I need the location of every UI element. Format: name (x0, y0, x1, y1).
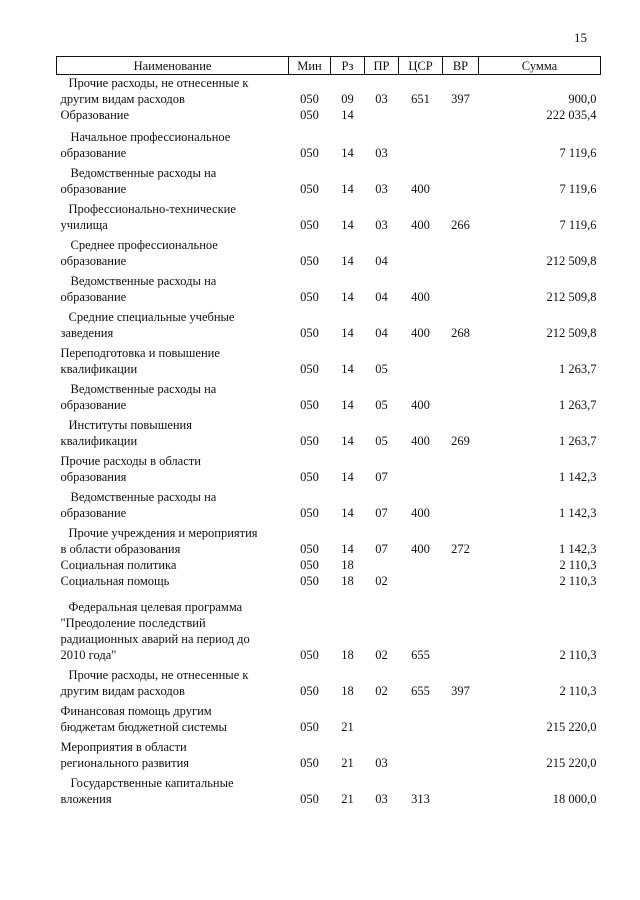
row-pr (365, 107, 399, 123)
row-rz: 18 (341, 648, 354, 662)
header-csr: ЦСР (399, 57, 443, 75)
row-sum: 2 110,3 (559, 648, 597, 662)
row-name-text: Ведомственные расходы на образование (60, 490, 217, 520)
row-csr: 400 (411, 182, 430, 196)
table-row (57, 735, 601, 771)
row-name (57, 589, 289, 663)
row-vr: 272 (451, 542, 470, 556)
table-row (57, 573, 601, 589)
row-name (57, 233, 289, 269)
row-name-text: Федеральная целевая программа "Преодоление последствий радиационных аварий на период до 2010 года" (60, 600, 250, 662)
table-row (57, 107, 601, 123)
row-name (57, 663, 289, 699)
row-min: 050 (300, 146, 319, 160)
row-rz: 18 (341, 684, 354, 698)
row-csr: 313 (411, 792, 430, 806)
row-name (57, 485, 289, 521)
row-min: 050 (300, 254, 319, 268)
row-min: 050 (300, 558, 319, 572)
row-csr (399, 123, 443, 161)
table-row (57, 197, 601, 233)
row-sum: 212 509,8 (546, 290, 597, 304)
row-name-text: Начальное профессиональное образование (60, 130, 231, 160)
table-row (57, 341, 601, 377)
table-row (57, 161, 601, 197)
row-name-text: Образование (60, 108, 130, 122)
row-sum: 2 110,3 (559, 684, 597, 698)
table-body (57, 75, 601, 808)
row-csr (399, 573, 443, 589)
table-row (57, 663, 601, 699)
row-name (57, 771, 289, 807)
row-vr (443, 107, 479, 123)
row-vr (443, 269, 479, 305)
row-min: 050 (300, 290, 319, 304)
row-name-text: Ведомственные расходы на образование (60, 166, 217, 196)
row-name-text: Мероприятия в области регионального развития (60, 740, 190, 770)
row-name (57, 699, 289, 735)
row-name (57, 735, 289, 771)
header-vr: ВР (443, 57, 479, 75)
row-csr: 400 (411, 434, 430, 448)
row-csr (399, 107, 443, 123)
row-name (57, 449, 289, 485)
row-name-text: Социальная помощь (60, 574, 170, 588)
row-csr: 655 (411, 684, 430, 698)
row-name (57, 557, 289, 573)
row-pr: 05 (375, 362, 388, 376)
table-row (57, 589, 601, 663)
row-name (57, 269, 289, 305)
row-name-text: Ведомственные расходы на образование (60, 274, 217, 304)
row-vr (443, 771, 479, 807)
row-csr: 400 (411, 398, 430, 412)
row-min: 050 (300, 648, 319, 662)
row-min: 050 (300, 756, 319, 770)
row-rz: 14 (341, 434, 354, 448)
row-rz: 14 (341, 290, 354, 304)
row-rz: 18 (341, 558, 354, 572)
table-row (57, 233, 601, 269)
row-pr: 03 (375, 792, 388, 806)
row-rz: 14 (341, 470, 354, 484)
row-rz: 21 (341, 792, 354, 806)
row-pr (365, 557, 399, 573)
row-min: 050 (300, 434, 319, 448)
row-vr (443, 377, 479, 413)
table-header-row (57, 57, 601, 75)
row-pr: 05 (375, 398, 388, 412)
row-csr (399, 233, 443, 269)
row-min: 050 (300, 398, 319, 412)
header-rz: Рз (331, 57, 365, 75)
row-sum: 1 263,7 (559, 434, 597, 448)
row-pr: 07 (375, 506, 388, 520)
row-name-text: Прочие расходы, не отнесенные к другим видам расходов (60, 668, 249, 698)
row-sum: 18 000,0 (552, 792, 597, 806)
row-csr: 400 (411, 506, 430, 520)
row-sum: 212 509,8 (546, 326, 597, 340)
row-csr: 655 (411, 648, 430, 662)
row-name-text: Прочие учреждения и мероприятия в области образования (60, 526, 258, 556)
row-vr (443, 699, 479, 735)
row-name (57, 107, 289, 123)
row-pr: 03 (375, 146, 388, 160)
row-name-text: Средние специальные учебные заведения (60, 310, 235, 340)
row-vr (443, 123, 479, 161)
row-rz: 14 (341, 326, 354, 340)
row-pr: 04 (375, 326, 388, 340)
table-row (57, 413, 601, 449)
row-pr: 03 (375, 92, 388, 106)
row-vr (443, 557, 479, 573)
row-name-text: Профессионально-технические училища (60, 202, 236, 232)
row-name-text: Институты повышения квалификации (60, 418, 192, 448)
row-csr: 651 (411, 92, 430, 106)
table-row (57, 699, 601, 735)
row-csr (399, 735, 443, 771)
row-csr (399, 699, 443, 735)
table-row (57, 557, 601, 573)
row-pr: 04 (375, 290, 388, 304)
row-rz: 14 (341, 108, 354, 122)
row-pr: 02 (375, 574, 388, 588)
table-row (57, 269, 601, 305)
row-rz: 14 (341, 542, 354, 556)
row-pr: 07 (375, 542, 388, 556)
row-sum: 1 142,3 (559, 542, 597, 556)
row-rz: 09 (341, 92, 354, 106)
row-vr (443, 485, 479, 521)
row-vr (443, 449, 479, 485)
row-vr (443, 161, 479, 197)
row-sum: 7 119,6 (559, 146, 597, 160)
row-vr: 266 (451, 218, 470, 232)
row-rz: 14 (341, 506, 354, 520)
row-vr: 269 (451, 434, 470, 448)
row-csr: 400 (411, 542, 430, 556)
row-name-text: Социальная политика (60, 558, 177, 572)
row-min: 050 (300, 470, 319, 484)
row-vr: 268 (451, 326, 470, 340)
row-sum: 1 142,3 (559, 506, 597, 520)
row-rz: 14 (341, 254, 354, 268)
row-min: 050 (300, 684, 319, 698)
header-min: Мин (289, 57, 331, 75)
row-name-text: Прочие расходы, не отнесенные к другим видам расходов (60, 76, 249, 106)
row-pr: 05 (375, 434, 388, 448)
row-name-text: Ведомственные расходы на образование (60, 382, 217, 412)
row-name-text: Среднее профессиональное образование (60, 238, 218, 268)
row-rz: 14 (341, 362, 354, 376)
row-name (57, 197, 289, 233)
row-name-text: Финансовая помощь другим бюджетам бюджетной системы (60, 704, 227, 734)
header-name: Наименование (57, 57, 289, 75)
row-sum: 215 220,0 (546, 756, 597, 770)
row-rz: 14 (341, 218, 354, 232)
row-min: 050 (300, 108, 319, 122)
row-csr (399, 557, 443, 573)
row-pr: 04 (375, 254, 388, 268)
row-vr (443, 341, 479, 377)
row-name (57, 341, 289, 377)
row-pr: 07 (375, 470, 388, 484)
row-csr (399, 449, 443, 485)
row-pr: 02 (375, 684, 388, 698)
row-sum: 1 263,7 (559, 362, 597, 376)
row-csr (399, 341, 443, 377)
row-min: 050 (300, 92, 319, 106)
row-vr (443, 735, 479, 771)
row-name (57, 521, 289, 557)
table-row (57, 75, 601, 108)
row-name (57, 305, 289, 341)
row-sum: 7 119,6 (559, 218, 597, 232)
row-sum: 2 110,3 (559, 558, 597, 572)
row-rz: 14 (341, 398, 354, 412)
row-vr: 397 (451, 684, 470, 698)
table-row (57, 771, 601, 807)
row-min: 050 (300, 182, 319, 196)
row-sum: 900,0 (568, 92, 597, 106)
page-number: 15 (574, 30, 587, 45)
row-name-text: Переподготовка и повышение квалификации (60, 346, 220, 376)
row-rz: 18 (341, 574, 354, 588)
row-pr: 03 (375, 756, 388, 770)
table-row (57, 521, 601, 557)
row-csr: 400 (411, 218, 430, 232)
row-name (57, 75, 289, 108)
row-min: 050 (300, 326, 319, 340)
row-vr (443, 573, 479, 589)
row-sum: 1 263,7 (559, 398, 597, 412)
row-min: 050 (300, 574, 319, 588)
row-min: 050 (300, 506, 319, 520)
header-pr: ПР (365, 57, 399, 75)
row-pr: 02 (375, 648, 388, 662)
row-vr (443, 589, 479, 663)
table-row (57, 123, 601, 161)
row-min: 050 (300, 362, 319, 376)
row-vr: 397 (451, 92, 470, 106)
row-rz: 21 (341, 756, 354, 770)
header-sum: Сумма (479, 57, 601, 75)
budget-table (56, 56, 601, 807)
row-pr (365, 699, 399, 735)
row-name (57, 377, 289, 413)
row-csr: 400 (411, 326, 430, 340)
row-sum: 222 035,4 (546, 108, 597, 122)
row-csr: 400 (411, 290, 430, 304)
row-sum: 1 142,3 (559, 470, 597, 484)
row-vr (443, 233, 479, 269)
row-min: 050 (300, 720, 319, 734)
row-pr: 03 (375, 182, 388, 196)
row-sum: 212 509,8 (546, 254, 597, 268)
row-name (57, 413, 289, 449)
row-rz: 21 (341, 720, 354, 734)
table-row (57, 449, 601, 485)
table-row (57, 485, 601, 521)
table-row (57, 377, 601, 413)
row-pr: 03 (375, 218, 388, 232)
row-rz: 14 (341, 146, 354, 160)
row-sum: 2 110,3 (559, 574, 597, 588)
row-sum: 7 119,6 (559, 182, 597, 196)
row-min: 050 (300, 218, 319, 232)
row-sum: 215 220,0 (546, 720, 597, 734)
row-name (57, 123, 289, 161)
row-rz: 14 (341, 182, 354, 196)
table-row (57, 305, 601, 341)
row-name-text: Прочие расходы в области образования (60, 454, 201, 484)
row-name-text: Государственные капитальные вложения (60, 776, 234, 806)
row-name (57, 573, 289, 589)
row-min: 050 (300, 542, 319, 556)
row-name (57, 161, 289, 197)
row-min: 050 (300, 792, 319, 806)
